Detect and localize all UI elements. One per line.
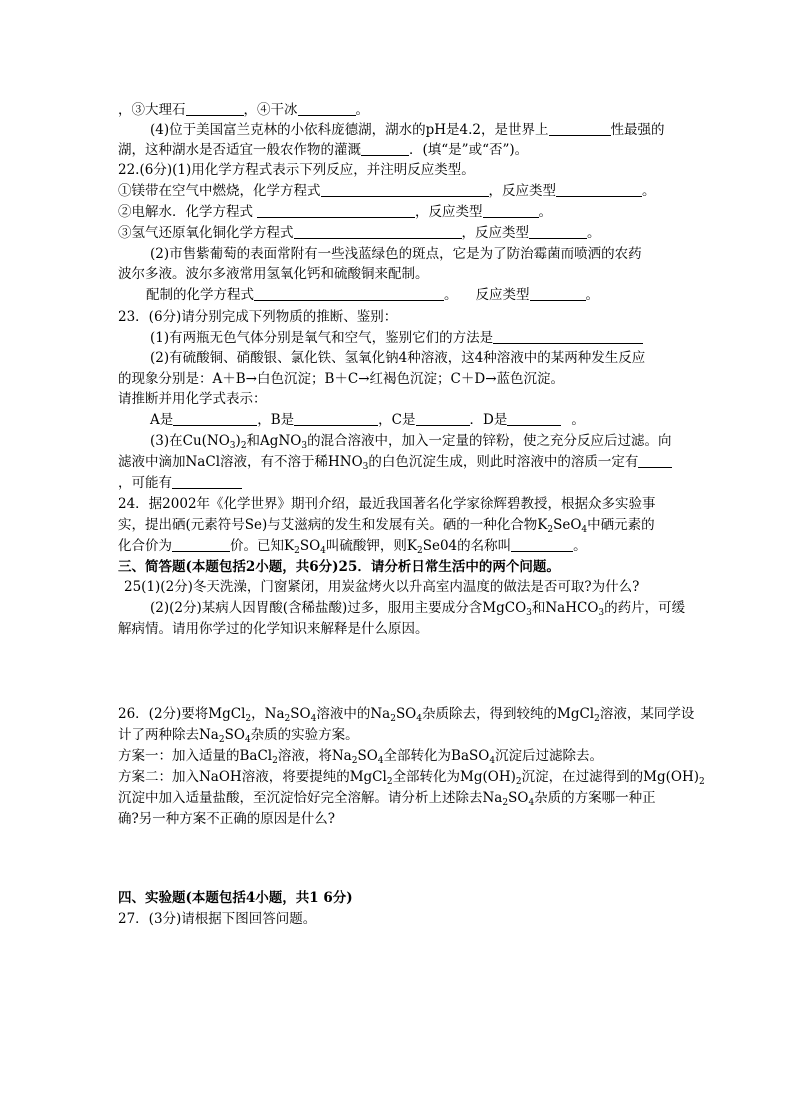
text: 波尔多液。波尔多液常用氢氧化钙和硫酸铜来配制。 bbox=[118, 266, 429, 282]
answer-blank-c[interactable] bbox=[416, 411, 470, 426]
text: ①镁带在空气中燃烧，化学方程式 bbox=[118, 183, 321, 199]
text: (4)位于美国富兰克林的小依科庞德湖，湖水的pH是4.2，是世界上 bbox=[150, 122, 549, 138]
line-q22-p2a bbox=[150, 243, 642, 265]
line-q22-p2b bbox=[118, 263, 429, 285]
subscript: 4 bbox=[320, 546, 326, 556]
subscript: 3 bbox=[526, 608, 532, 618]
text: 。 bbox=[642, 183, 656, 199]
answer-blank[interactable] bbox=[556, 182, 642, 197]
subscript: 2 bbox=[351, 756, 358, 766]
question-23-title bbox=[118, 306, 397, 328]
text: 方案二：加入NaOH溶液，将要提纯的MgCl bbox=[118, 769, 387, 785]
text: 。 bbox=[585, 287, 599, 303]
question-22-title bbox=[118, 159, 475, 181]
answer-blank[interactable] bbox=[483, 203, 539, 218]
text: 溶液，将Na bbox=[277, 748, 352, 764]
line-q23-1 bbox=[150, 327, 643, 349]
text: 确?另一种方案不正确的原因是什么? bbox=[118, 811, 335, 827]
text: Se04的名称叫 bbox=[422, 538, 512, 554]
answer-blank[interactable] bbox=[254, 286, 444, 301]
line-q22-2 bbox=[118, 201, 552, 223]
subscript: 4 bbox=[581, 525, 588, 535]
text: 全部转化为BaSO bbox=[383, 748, 490, 764]
subscript: 2 bbox=[272, 756, 278, 766]
line-q24a bbox=[118, 493, 656, 515]
text: ．D是 bbox=[469, 412, 508, 428]
line-q22-1 bbox=[118, 180, 656, 202]
text: 。 bbox=[444, 287, 458, 303]
text: 和AgNO bbox=[246, 433, 302, 449]
subscript: 4 bbox=[377, 756, 384, 766]
subscript: 3 bbox=[362, 462, 369, 472]
line-q25-2b bbox=[118, 618, 429, 640]
subscript: 2 bbox=[390, 714, 396, 724]
text: ) bbox=[235, 433, 241, 449]
text: 价。已知K bbox=[230, 538, 295, 554]
subscript: 2 bbox=[594, 714, 600, 724]
line-q21-4 bbox=[150, 119, 665, 141]
text: (1)有两瓶无色气体分别是氧气和空气，鉴别它们的方法是 bbox=[150, 330, 494, 346]
text: ，③大理石 bbox=[118, 102, 186, 118]
text: 的药片，可缓 bbox=[604, 600, 686, 616]
text: ，反应类型 bbox=[488, 183, 556, 199]
text: ，C是 bbox=[378, 412, 416, 428]
subscript: 2 bbox=[218, 735, 225, 745]
subscript: 2 bbox=[515, 777, 522, 787]
text: 的混合溶液中，加入一定量的锌粉，使之充分反应后过滤。向 bbox=[307, 433, 672, 449]
answer-blank[interactable] bbox=[321, 182, 489, 197]
text: 杂质除去，得到较纯的MgCl bbox=[422, 706, 595, 722]
subscript: 2 bbox=[386, 777, 393, 787]
answer-blank[interactable] bbox=[172, 474, 242, 489]
section-3-heading bbox=[118, 556, 560, 578]
text: ，B是 bbox=[257, 412, 295, 428]
text: 23．(6分)请分别完成下列物质的推断、鉴别： bbox=[118, 309, 398, 325]
text: 溶液，某同学设 bbox=[599, 706, 695, 722]
text: ，Na bbox=[251, 706, 285, 722]
text: 叫硫酸钾，则K bbox=[325, 538, 417, 554]
text: SO bbox=[357, 748, 378, 764]
subscript: 2 bbox=[294, 546, 300, 556]
line-q22-3 bbox=[118, 222, 601, 244]
subscript: 4 bbox=[244, 735, 251, 745]
line-q26d bbox=[118, 808, 335, 830]
text: 解病情。请用你学过的化学知识来解释是什么原因。 bbox=[118, 621, 429, 637]
question-27-title bbox=[118, 908, 316, 930]
text: 反应类型 bbox=[475, 287, 530, 303]
answer-blank[interactable] bbox=[638, 453, 672, 468]
answer-blank[interactable] bbox=[511, 537, 573, 552]
text: ，反应类型 bbox=[415, 204, 483, 220]
line-q23-2c bbox=[118, 388, 267, 410]
text: 溶液中的Na bbox=[316, 706, 391, 722]
text: 27．(3分)请根据下图回答问题。 bbox=[118, 911, 317, 927]
line-q21-4b bbox=[118, 139, 528, 161]
text: SO bbox=[508, 790, 529, 806]
subscript: 2 bbox=[240, 441, 247, 451]
text: (2)有硫酸铜、硝酸银、氯化铁、氢氧化钠4种溶液，这4种溶液中的某两种发生反应 bbox=[150, 350, 646, 366]
text: ，④干冰 bbox=[243, 102, 298, 118]
text: ③氢气还原氧化铜化学方程式 bbox=[118, 225, 294, 241]
answer-blank[interactable] bbox=[298, 101, 356, 116]
subscript: 2 bbox=[284, 714, 291, 724]
subscript: 2 bbox=[547, 525, 554, 535]
line-q21-3 bbox=[118, 99, 369, 121]
text: ，反应类型 bbox=[461, 225, 529, 241]
text: 四、实验题(本题包括4小题，共1 6分) bbox=[118, 890, 353, 906]
text: (2)(2分)某病人因胃酸(含稀盐酸)过多，服用主要成分含MgCO bbox=[150, 600, 527, 616]
text: 性最强的 bbox=[610, 122, 665, 138]
text: 25(1)(2分)冬天洗澡，门窗紧闭，用炭盆烤火以升高室内温度的做法是否可取?为什么? bbox=[124, 579, 640, 595]
section-4-heading bbox=[118, 887, 353, 909]
text: 。 bbox=[571, 412, 585, 428]
text: 三、简答题(本题包括2小题，共6分)25．请分析日常生活中的两个问题。 bbox=[118, 559, 560, 575]
subscript: 3 bbox=[598, 608, 605, 618]
text: 请推断并用化学式表示： bbox=[118, 391, 267, 407]
text: 湖，这种湖水是否适宜一般农作物的灌溉 bbox=[118, 142, 361, 158]
text: 的白色沉淀生成，则此时溶液中的溶质一定有 bbox=[368, 454, 639, 470]
text: 26．(2分)要将MgCl bbox=[118, 706, 246, 722]
text: 计了两种除去Na bbox=[118, 727, 219, 743]
answer-blank[interactable] bbox=[493, 329, 643, 344]
text: SO bbox=[299, 538, 321, 554]
subscript: 2 bbox=[502, 798, 509, 808]
text: A是 bbox=[150, 412, 174, 428]
text: 配制的化学方程式 bbox=[146, 287, 254, 303]
answer-blank[interactable] bbox=[530, 286, 586, 301]
text: ②电解水．化学方程式 bbox=[118, 204, 253, 220]
text: 化合价为 bbox=[118, 538, 172, 554]
line-q23-3c bbox=[118, 472, 242, 494]
text: 。 bbox=[355, 102, 369, 118]
line-q22-p2c bbox=[146, 284, 599, 306]
text: ．(填“是”或“否”)。 bbox=[409, 142, 529, 158]
text: 杂质的实验方案。 bbox=[250, 727, 359, 743]
text: 实，提出硒(元素符号Se)与艾滋病的发生和发展有关。硒的一种化合物K bbox=[118, 517, 548, 533]
subscript: 4 bbox=[416, 714, 422, 724]
text: 全部转化为Mg(OH) bbox=[392, 769, 516, 785]
text: SO bbox=[224, 727, 245, 743]
text: 杂质的方案哪一种正 bbox=[534, 790, 656, 806]
subscript: 4 bbox=[528, 798, 535, 808]
text: 方案一：加入适量的BaCl bbox=[118, 748, 273, 764]
text: SO bbox=[395, 706, 417, 722]
subscript: 2 bbox=[245, 714, 252, 724]
subscript: 3 bbox=[301, 441, 308, 451]
text: (3)在Cu(NO bbox=[150, 433, 230, 449]
text: 滤液中滴加NaCl溶液，有不溶于稀HNO bbox=[118, 454, 363, 470]
line-q25-1 bbox=[124, 576, 639, 598]
subscript: 4 bbox=[310, 714, 317, 724]
text: 中硒元素的 bbox=[587, 517, 655, 533]
text: 24．据2002年《化学世界》期刊介绍，最近我国著名化学家徐辉碧教授，根据众多实验事 bbox=[118, 496, 656, 512]
answer-blank-a[interactable] bbox=[173, 411, 257, 426]
answer-blank[interactable] bbox=[361, 141, 409, 156]
text: 。 bbox=[538, 204, 552, 220]
subscript: 3 bbox=[229, 441, 236, 451]
subscript: 4 bbox=[489, 756, 496, 766]
answer-blank[interactable] bbox=[529, 224, 587, 239]
line-q23-2b bbox=[118, 368, 564, 390]
text: 沉淀中加入适量盐酸，至沉淀恰好完全溶解。请分析上述除去Na bbox=[118, 790, 503, 806]
text: ，可能有 bbox=[118, 475, 172, 491]
text: 。 bbox=[573, 538, 587, 554]
subscript: 2 bbox=[416, 546, 423, 556]
text: 的现象分别是：A＋B→白色沉淀；B＋C→红褐色沉淀；C＋D→蓝色沉淀。 bbox=[118, 371, 565, 387]
text: (2)市售紫葡萄的表面常附有一些浅蓝绿色的斑点，它是为了防治霉菌而喷洒的农药 bbox=[150, 246, 642, 262]
text: SeO bbox=[553, 517, 582, 533]
subscript: 2 bbox=[698, 777, 705, 787]
answer-blank[interactable] bbox=[257, 203, 415, 218]
answer-blank-d[interactable] bbox=[507, 411, 561, 426]
answer-blank[interactable] bbox=[294, 224, 462, 239]
text: 沉淀，在过滤得到的Mg(OH) bbox=[521, 769, 699, 785]
text: SO bbox=[290, 706, 311, 722]
line-q23-2a bbox=[150, 347, 645, 369]
text: 和NaHCO bbox=[531, 600, 599, 616]
text: 。 bbox=[587, 225, 601, 241]
text: 22.(6分)(1)用化学方程式表示下列反应，并注明反应类型。 bbox=[118, 162, 475, 178]
answer-blank[interactable] bbox=[186, 101, 244, 116]
line-q23-abcd bbox=[150, 409, 585, 431]
answer-blank[interactable] bbox=[172, 537, 230, 552]
text: 沉淀后过滤除去。 bbox=[495, 748, 604, 764]
answer-blank[interactable] bbox=[549, 121, 611, 136]
answer-blank-b[interactable] bbox=[294, 411, 378, 426]
